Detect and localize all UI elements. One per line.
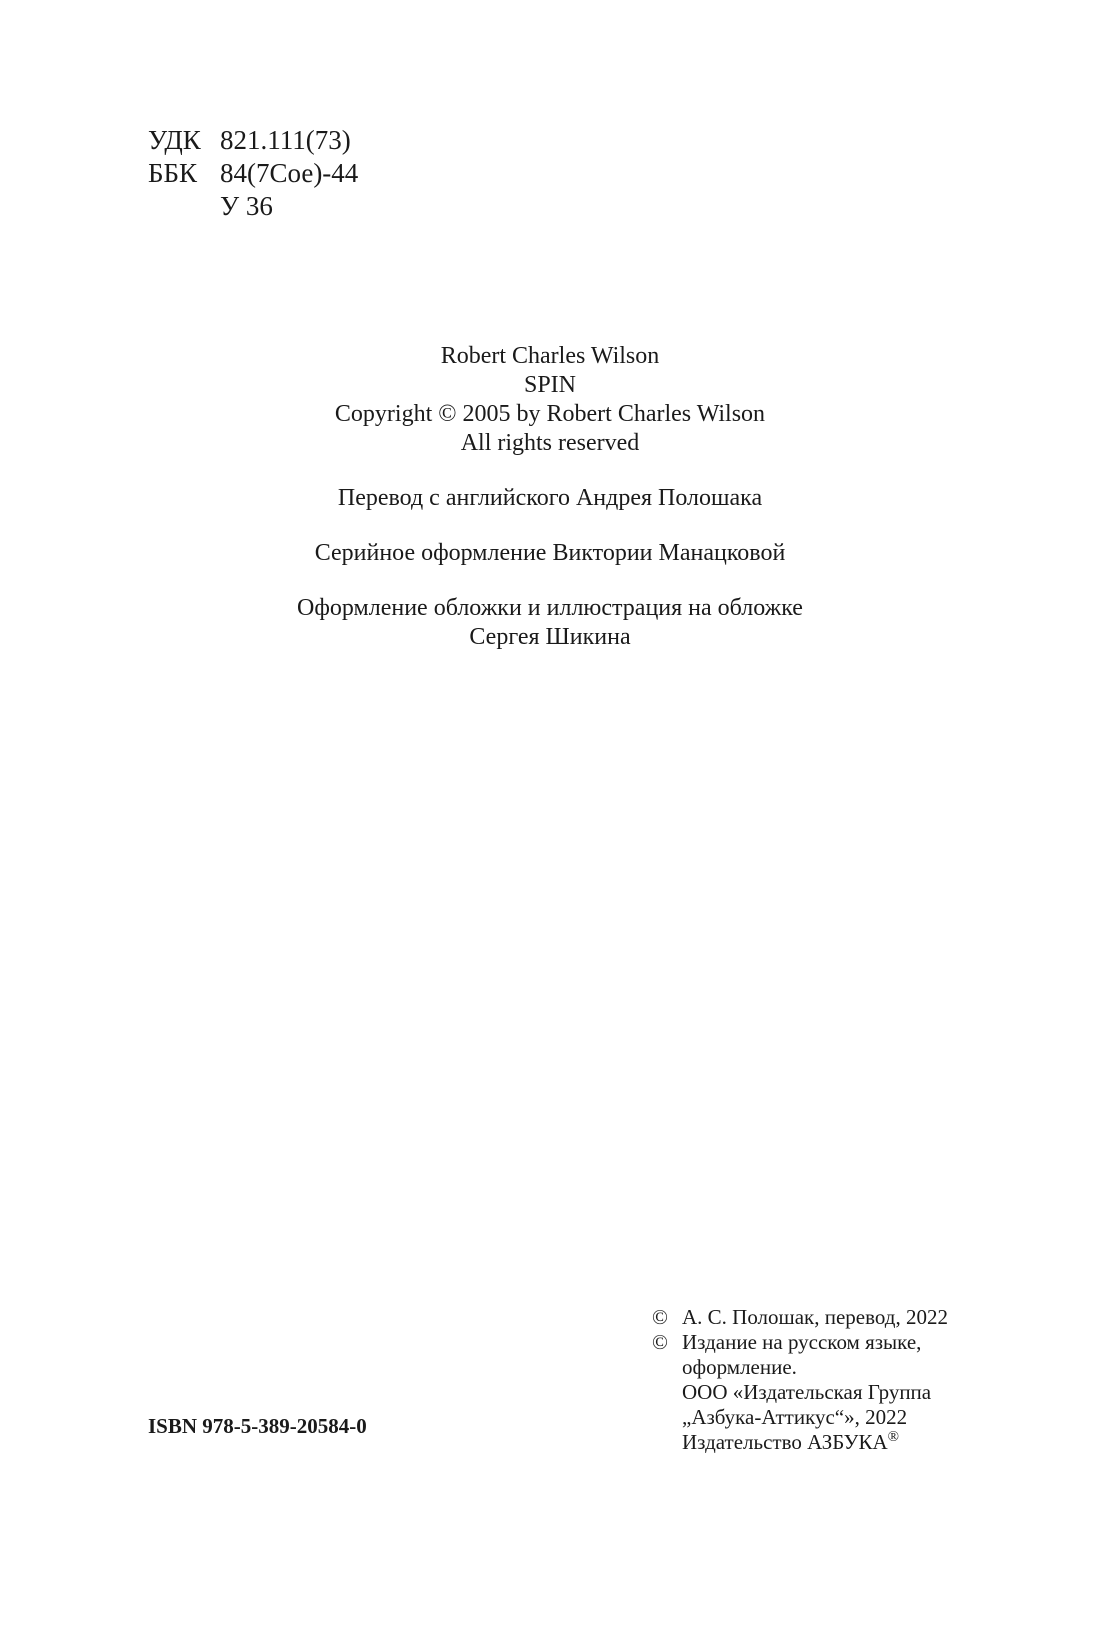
edition-copyright-line1: Издание на русском языке, — [682, 1330, 922, 1354]
original-author: Robert Charles Wilson — [440, 343, 660, 369]
edition-copyright-continuation — [652, 1430, 948, 1455]
classification-block — [148, 124, 358, 223]
publisher-name-text: Издательство АЗБУКА — [682, 1430, 888, 1454]
copyright-notices-block — [652, 1305, 948, 1455]
registered-trademark-icon: ® — [887, 1429, 900, 1445]
publisher-name — [682, 1430, 899, 1455]
bbk-value: 84(7Сое)-44 — [220, 158, 359, 188]
edition-copyright-line3: ООО «Издательская Группа — [682, 1380, 932, 1404]
udk-label: УДК — [148, 125, 201, 155]
edition-copyright-line4: „Азбука-Аттикус“», 2022 — [682, 1405, 908, 1429]
cover-design-group — [0, 594, 1100, 652]
original-title: SPIN — [523, 372, 577, 398]
bbk-row — [148, 157, 358, 190]
rights-statement: All rights reserved — [460, 430, 640, 456]
edition-copyright-row — [652, 1330, 948, 1355]
series-design-credit: Серийное оформление Виктории Манацковой — [314, 540, 786, 566]
author-mark: У 36 — [220, 191, 273, 221]
translation-group — [0, 484, 1100, 513]
cover-design-credit-line2: Сергея Шикина — [469, 624, 631, 650]
translation-copyright-row — [652, 1305, 948, 1330]
udk-value: 821.111(73) — [220, 125, 351, 155]
original-copyright: Copyright © 2005 by Robert Charles Wilson — [334, 401, 766, 427]
credits-block — [0, 342, 1100, 678]
bbk-label: ББК — [148, 158, 198, 188]
translation-credit: Перевод с английского Андрея Полошака — [337, 485, 763, 511]
translation-copyright-text: А. С. Полошак, перевод, 2022 — [682, 1305, 948, 1329]
author-mark-row — [148, 190, 358, 223]
cover-design-credit-line1: Оформление обложки и иллюстрация на обложке — [297, 595, 803, 621]
isbn: ISBN 978-5-389-20584-0 — [148, 1414, 367, 1438]
original-work-group — [0, 342, 1100, 458]
edition-copyright-line2: оформление. — [682, 1355, 797, 1379]
edition-copyright-continuation — [652, 1380, 948, 1405]
edition-copyright-continuation — [652, 1355, 948, 1380]
copyright-symbol: © — [652, 1305, 668, 1329]
edition-copyright-continuation — [652, 1405, 948, 1430]
series-design-group — [0, 539, 1100, 568]
udk-row — [148, 124, 358, 157]
copyright-symbol: © — [652, 1330, 668, 1354]
